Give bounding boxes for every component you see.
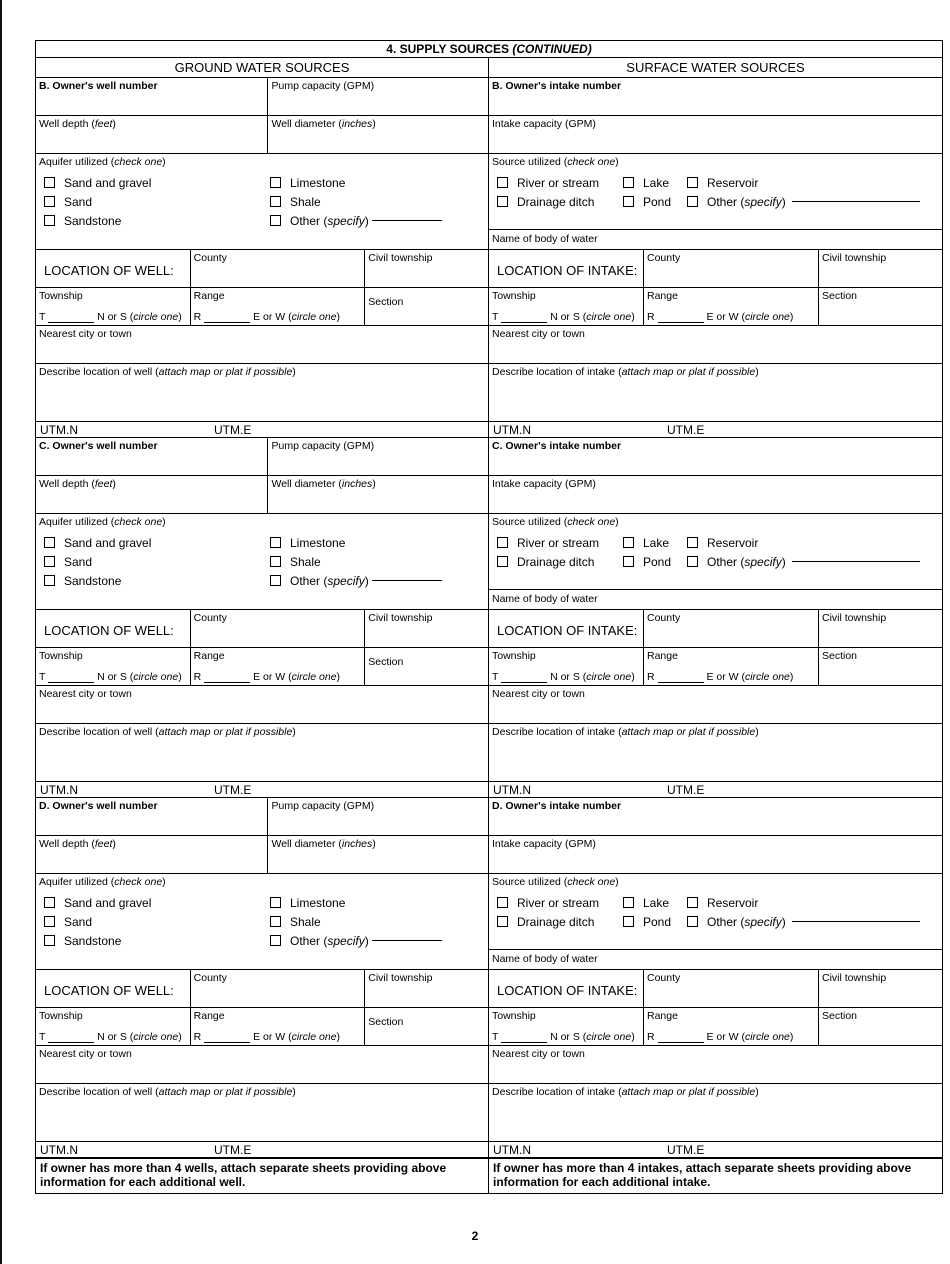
aquifer-sand-checkbox[interactable]: Sand [44, 913, 270, 930]
location-intake-title: LOCATION OF INTAKE: [497, 623, 638, 638]
describe-well-location-field[interactable]: Describe location of well (attach map or plat if possible) [39, 1086, 296, 1098]
sources-columns [35, 57, 943, 1159]
aquifer-options [36, 890, 488, 949]
county-field[interactable]: County [643, 970, 818, 1007]
aquifer-limestone-checkbox[interactable]: Limestone [270, 174, 470, 191]
body-of-water-field[interactable]: Name of body of water [489, 229, 942, 249]
aquifer-shale-checkbox[interactable]: Shale [270, 553, 470, 570]
source-label: Source utilized (check one) [492, 876, 619, 888]
section-title: 4. SUPPLY SOURCES (CONTINUED) [35, 40, 943, 57]
location-well-title: LOCATION OF WELL: [44, 623, 174, 638]
aquifer-sand-gravel-checkbox[interactable]: Sand and gravel [44, 534, 270, 551]
supply-sources-form [35, 40, 943, 1194]
source-lake-checkbox[interactable]: Lake [623, 534, 687, 551]
aquifer-shale-checkbox[interactable]: Shale [270, 193, 470, 210]
township-field[interactable]: Township T N or S (circle one) [492, 1010, 635, 1043]
township-field[interactable]: Township T N or S (circle one) [492, 290, 635, 323]
source-options [489, 890, 942, 930]
intake-block-2 [489, 798, 942, 1158]
utm-row[interactable]: UTM.N UTM.E [489, 782, 942, 798]
pump-capacity-field[interactable]: Pump capacity (GPM) [267, 438, 488, 475]
source-drainage-checkbox[interactable]: Drainage ditch [497, 193, 623, 210]
well-depth-field[interactable]: Well depth (feet) [39, 838, 116, 850]
source-other-checkbox[interactable]: Other ( specify ) [687, 913, 937, 930]
pump-capacity-field[interactable]: Pump capacity (GPM) [267, 78, 488, 115]
well-diameter-field[interactable]: Well diameter (inches) [267, 116, 488, 153]
aquifer-limestone-checkbox[interactable]: Limestone [270, 534, 470, 551]
describe-well-location-field[interactable]: Describe location of well (attach map or plat if possible) [39, 726, 296, 738]
owner-well-number-field[interactable]: D. Owner's well number [39, 800, 158, 812]
source-reservoir-checkbox[interactable]: Reservoir [687, 894, 937, 911]
aquifer-options [36, 170, 488, 229]
source-river-checkbox[interactable]: River or stream [497, 534, 623, 551]
township-field[interactable]: Township T N or S (circle one) [39, 1010, 182, 1043]
section-field[interactable]: Section [818, 288, 942, 325]
source-pond-checkbox[interactable]: Pond [623, 913, 687, 930]
aquifer-options [36, 530, 488, 589]
county-field[interactable]: County [190, 610, 365, 647]
well-block-0 [36, 78, 488, 438]
county-field[interactable]: County [643, 610, 818, 647]
nearest-city-field[interactable]: Nearest city or town [492, 328, 585, 340]
source-other-checkbox[interactable]: Other ( specify ) [687, 553, 937, 570]
location-intake-title: LOCATION OF INTAKE: [497, 263, 638, 278]
source-label: Source utilized (check one) [492, 516, 619, 528]
range-field[interactable]: Range R E or W (circle one) [643, 1008, 818, 1045]
pump-capacity-field[interactable]: Pump capacity (GPM) [267, 798, 488, 835]
range-field[interactable]: Range R E or W (circle one) [643, 648, 818, 685]
source-reservoir-checkbox[interactable]: Reservoir [687, 174, 937, 191]
aquifer-sandstone-checkbox[interactable]: Sandstone [44, 932, 270, 949]
owner-well-number-field[interactable]: C. Owner's well number [39, 440, 158, 452]
aquifer-other-checkbox[interactable]: Other ( specify ) [270, 212, 470, 229]
source-pond-checkbox[interactable]: Pond [623, 553, 687, 570]
utm-row[interactable]: UTM.N UTM.E [36, 782, 488, 798]
source-river-checkbox[interactable]: River or stream [497, 174, 623, 191]
owner-well-number-field[interactable]: B. Owner's well number [39, 80, 158, 92]
township-field[interactable]: Township T N or S (circle one) [492, 650, 635, 683]
civil-township-field[interactable]: Civil township [818, 610, 942, 647]
township-field[interactable]: Township T N or S (circle one) [39, 650, 182, 683]
page-number: 2 [471, 1229, 479, 1243]
aquifer-label: Aquifer utilized (check one) [39, 516, 166, 528]
describe-intake-location-field[interactable]: Describe location of intake (attach map or plat if possible) [492, 726, 759, 738]
utm-row[interactable]: UTM.N UTM.E [489, 422, 942, 438]
aquifer-sand-gravel-checkbox[interactable]: Sand and gravel [44, 174, 270, 191]
nearest-city-field[interactable]: Nearest city or town [492, 1048, 585, 1060]
well-depth-field[interactable]: Well depth (feet) [39, 118, 116, 130]
nearest-city-field[interactable]: Nearest city or town [39, 1048, 132, 1060]
aquifer-label: Aquifer utilized (check one) [39, 876, 166, 888]
county-field[interactable]: County [643, 250, 818, 287]
footer-wells-note: If owner has more than 4 wells, attach separate sheets providing above information for each additional well. [36, 1159, 489, 1193]
location-well-title: LOCATION OF WELL: [44, 983, 174, 998]
describe-intake-location-field[interactable]: Describe location of intake (attach map or plat if possible) [492, 366, 759, 378]
utm-row[interactable]: UTM.N UTM.E [36, 1142, 488, 1158]
range-field[interactable]: Range R E or W (circle one) [643, 288, 818, 325]
source-options [489, 170, 942, 210]
utm-row[interactable]: UTM.N UTM.E [489, 1142, 942, 1158]
ground-water-header: GROUND WATER SOURCES [36, 58, 488, 78]
source-other-checkbox[interactable]: Other ( specify ) [687, 193, 937, 210]
source-label: Source utilized (check one) [492, 156, 619, 168]
source-pond-checkbox[interactable]: Pond [623, 193, 687, 210]
civil-township-field[interactable]: Civil township [364, 970, 488, 1007]
ground-water-column [36, 58, 489, 1158]
well-diameter-field[interactable]: Well diameter (inches) [267, 836, 488, 873]
section-field[interactable]: Section [818, 1008, 942, 1045]
civil-township-field[interactable]: Civil township [364, 610, 488, 647]
intake-block-0 [489, 78, 942, 438]
body-of-water-field[interactable]: Name of body of water [489, 949, 942, 969]
intake-block-1 [489, 438, 942, 798]
civil-township-field[interactable]: Civil township [818, 970, 942, 1007]
aquifer-shale-checkbox[interactable]: Shale [270, 913, 470, 930]
source-lake-checkbox[interactable]: Lake [623, 894, 687, 911]
section-field[interactable]: Section [364, 288, 488, 325]
describe-well-location-field[interactable]: Describe location of well (attach map or plat if possible) [39, 366, 296, 378]
form-footer [35, 1159, 943, 1194]
intake-capacity-field[interactable]: Intake capacity (GPM) [492, 838, 596, 850]
range-field[interactable]: Range R E or W (circle one) [190, 288, 365, 325]
owner-intake-number-field[interactable]: D. Owner's intake number [492, 800, 622, 812]
describe-intake-location-field[interactable]: Describe location of intake (attach map or plat if possible) [492, 1086, 759, 1098]
owner-intake-number-field[interactable]: C. Owner's intake number [492, 440, 622, 452]
aquifer-sand-gravel-checkbox[interactable]: Sand and gravel [44, 894, 270, 911]
surface-water-header: SURFACE WATER SOURCES [489, 58, 942, 78]
section-field[interactable]: Section [364, 1008, 488, 1045]
township-field[interactable]: Township T N or S (circle one) [39, 290, 182, 323]
source-reservoir-checkbox[interactable]: Reservoir [687, 534, 937, 551]
page-edge [0, 0, 2, 1264]
owner-intake-number-field[interactable]: B. Owner's intake number [492, 80, 622, 92]
footer-intakes-note: If owner has more than 4 intakes, attach separate sheets providing above information for each additional intake. [493, 1161, 912, 1189]
section-field[interactable]: Section [364, 648, 488, 685]
surface-water-column [489, 58, 942, 1158]
range-field[interactable]: Range R E or W (circle one) [190, 1008, 365, 1045]
intake-capacity-field[interactable]: Intake capacity (GPM) [492, 478, 596, 490]
well-block-2 [36, 798, 488, 1158]
location-well-title: LOCATION OF WELL: [44, 263, 174, 278]
range-field[interactable]: Range R E or W (circle one) [190, 648, 365, 685]
location-intake-title: LOCATION OF INTAKE: [497, 983, 638, 998]
aquifer-other-checkbox[interactable]: Other ( specify ) [270, 572, 470, 589]
intake-capacity-field[interactable]: Intake capacity (GPM) [492, 118, 596, 130]
county-field[interactable]: County [190, 250, 365, 287]
civil-township-field[interactable]: Civil township [818, 250, 942, 287]
nearest-city-field[interactable]: Nearest city or town [39, 688, 132, 700]
source-options [489, 530, 942, 570]
aquifer-sandstone-checkbox[interactable]: Sandstone [44, 212, 270, 229]
source-river-checkbox[interactable]: River or stream [497, 894, 623, 911]
body-of-water-field[interactable]: Name of body of water [489, 589, 942, 609]
aquifer-sandstone-checkbox[interactable]: Sandstone [44, 572, 270, 589]
aquifer-label: Aquifer utilized (check one) [39, 156, 166, 168]
nearest-city-field[interactable]: Nearest city or town [39, 328, 132, 340]
aquifer-sand-checkbox[interactable]: Sand [44, 553, 270, 570]
aquifer-sand-checkbox[interactable]: Sand [44, 193, 270, 210]
nearest-city-field[interactable]: Nearest city or town [492, 688, 585, 700]
utm-row[interactable]: UTM.N UTM.E [36, 422, 488, 438]
well-depth-field[interactable]: Well depth (feet) [39, 478, 116, 490]
well-block-1 [36, 438, 488, 798]
source-drainage-checkbox[interactable]: Drainage ditch [497, 913, 623, 930]
source-lake-checkbox[interactable]: Lake [623, 174, 687, 191]
county-field[interactable]: County [190, 970, 365, 1007]
well-diameter-field[interactable]: Well diameter (inches) [267, 476, 488, 513]
aquifer-other-checkbox[interactable]: Other ( specify ) [270, 932, 470, 949]
source-drainage-checkbox[interactable]: Drainage ditch [497, 553, 623, 570]
aquifer-limestone-checkbox[interactable]: Limestone [270, 894, 470, 911]
civil-township-field[interactable]: Civil township [364, 250, 488, 287]
section-field[interactable]: Section [818, 648, 942, 685]
